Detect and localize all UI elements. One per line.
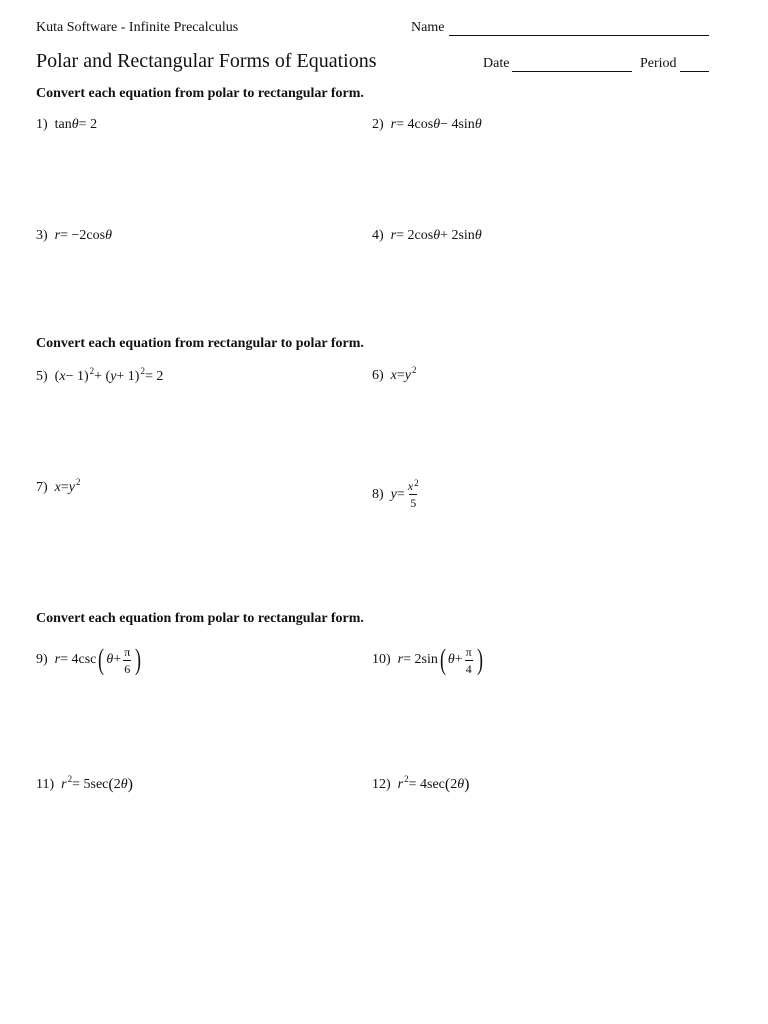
fraction: $\frac{\pi}{4}$ — [465, 644, 472, 676]
equation: r = 4cos θ − 4sin θ — [390, 117, 482, 132]
problem-2 — [372, 117, 482, 133]
problem-number: 10) — [372, 652, 391, 667]
name-label: Name — [411, 20, 445, 35]
problem-number: 9) — [36, 652, 48, 667]
problem-number: 12) — [372, 777, 391, 792]
section-3-instruction: Convert each equation from polar to rectangular form. — [36, 611, 364, 626]
period-field-line[interactable] — [680, 71, 709, 72]
date-label: Date — [483, 56, 510, 71]
problem-1 — [36, 117, 97, 133]
period-label: Period — [640, 56, 677, 71]
problem-number: 6) — [372, 368, 384, 383]
fraction: $\frac{\pi}{6}$ — [124, 644, 131, 676]
problem-number: 1) — [36, 117, 48, 132]
problem-number: 8) — [372, 486, 384, 502]
section-1-instruction: Convert each equation from polar to rectangular form. — [36, 86, 364, 101]
problem-number: 5) — [36, 369, 48, 384]
problem-10 — [372, 645, 485, 675]
problem-11 — [36, 776, 133, 794]
problem-12 — [372, 776, 469, 794]
problem-7 — [36, 477, 81, 496]
equation: tan θ = 2 — [54, 117, 98, 132]
equation: r 2 = 4sec ( 2 θ ) — [397, 774, 470, 793]
equation: r 2 = 5sec ( 2 θ ) — [61, 774, 133, 793]
section-2-instruction: Convert each equation from rectangular to polar form. — [36, 336, 364, 351]
problem-4 — [372, 228, 482, 244]
problem-number: 11) — [36, 777, 55, 792]
equation: x = y 2 — [390, 365, 417, 383]
equation: y = $\frac{x^2}{5}$ — [390, 478, 419, 510]
equation: r = 2cos θ + 2sin θ — [390, 228, 482, 243]
equation: ( x − 1) 2 + ( y + 1) 2 = 2 — [54, 366, 164, 384]
problem-8 — [372, 480, 422, 509]
problem-5 — [36, 366, 164, 385]
problem-number: 7) — [36, 480, 48, 495]
date-field-line[interactable] — [512, 71, 632, 72]
problem-3 — [36, 228, 112, 244]
problem-number: 4) — [372, 228, 384, 243]
equation: r = 4csc ( θ + $\frac{\pi}{6}$ ) — [54, 643, 142, 676]
equation: x = y 2 — [54, 477, 81, 495]
equation: r = 2sin ( θ + $\frac{\pi}{4}$ ) — [397, 643, 483, 676]
publisher-text: Kuta Software - Infinite Precalculus — [36, 20, 239, 35]
fraction: $\frac{x^2}{5}$ — [407, 478, 419, 510]
problem-number: 3) — [36, 228, 48, 243]
problem-9 — [36, 645, 143, 675]
name-field-line[interactable] — [449, 35, 709, 36]
page-title: Polar and Rectangular Forms of Equations — [36, 50, 377, 72]
problem-6 — [372, 365, 417, 384]
equation: r = −2cos θ — [54, 228, 112, 243]
problem-number: 2) — [372, 117, 384, 132]
